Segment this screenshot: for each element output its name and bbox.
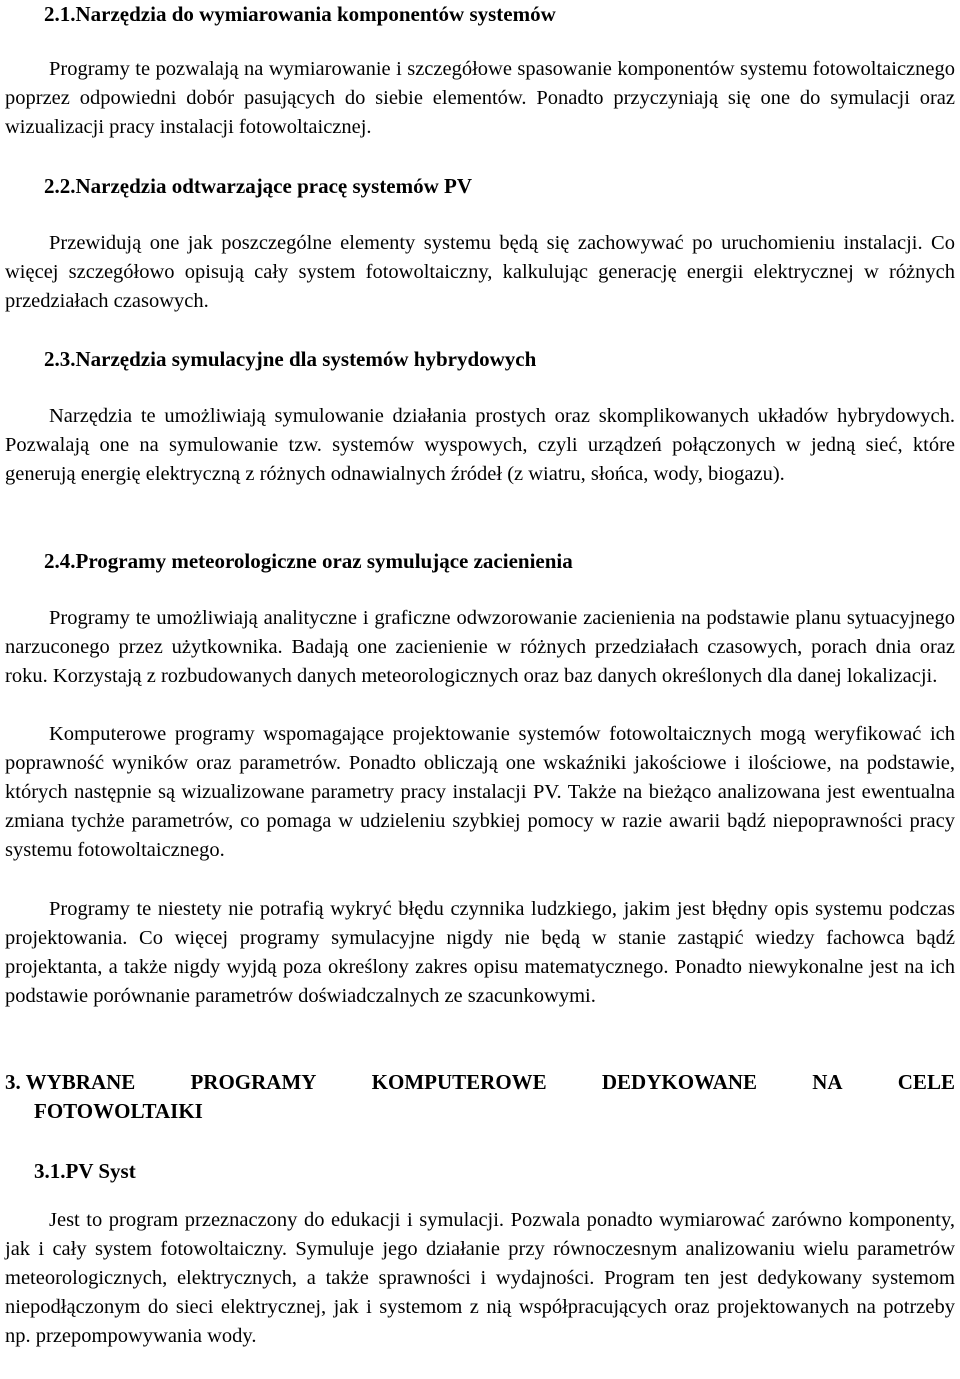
section-2-2-paragraph: Przewidują one jak poszczególne elementy systemu będą się zachowywać po uruchomieniu instalacji. Co więcej szczegółowo opisują cały system fotowoltaiczny, kalkulując generację energii elektrycznej w różnych przedziałach czasowych. <box>5 232 955 313</box>
chapter-3-word: KOMPUTEROWE <box>371 1070 547 1094</box>
section-2-3-paragraph: Narzędzia te umożliwiają symulowanie działania prostych oraz skomplikowanych układów hybrydowych. Pozwalają one na symulowanie tzw. systemów wyspowych, czyli urządzeń połączonych w jedną sieć, które generują energię elektryczną z różnych odnawialnych źródeł (z wiatru, słońca, wody, biogazu). <box>5 405 955 486</box>
chapter-3-word: PROGRAMY <box>190 1070 317 1094</box>
section-2-4-paragraph-2: Komputerowe programy wspomagające projektowanie systemów fotowoltaicznych mogą weryfikować ich poprawność wyników oraz parametrów. Ponadto obliczają one wskaźniki jakościowe i ilościowe, na podstawie, których następnie są wizualizowane parametry pracy instalacji PV. Także na bieżąco analizowana jest ewentualna zmiana tychże parametrów, co pomaga w udzieleniu szybkiej pomocy w razie awarii bądź niepoprawności pracy systemu fotowoltaicznego. <box>5 723 955 862</box>
chapter-3-heading-line-2: FOTOWOLTAIKI <box>34 1099 203 1123</box>
section-heading-2-1: 2.1.Narzędzia do wymiarowania komponentów systemów <box>44 2 556 26</box>
chapter-3-word: CELE <box>897 1070 955 1094</box>
section-2-4-paragraph-1: Programy te umożliwiają analityczne i graficzne odwzorowanie zacienienia na podstawie planu sytuacyjnego narzuconego przez użytkownika. Badają one zacienienie w różnych przedziałach czasowych, porach dnia oraz roku. Korzystają z rozbudowanych danych meteorologicznych oraz baz danych określonych dla danej lokalizacji. <box>5 607 955 688</box>
section-2-1-paragraph: Programy te pozwalają na wymiarowanie i szczegółowe spasowanie komponentów systemu fotowoltaicznego poprzez odpowiedni dobór pasujących do siebie elementów. Ponadto przyczyniają się one do symulacji oraz wizualizacji pracy instalacji fotowoltaicznej. <box>5 58 955 139</box>
section-heading-2-2: 2.2.Narzędzia odtwarzające pracę systemów PV <box>44 174 473 198</box>
section-2-4-paragraph-3: Programy te niestety nie potrafią wykryć błędu czynnika ludzkiego, jakim jest błędny opis systemu podczas projektowania. Co więcej programy symulacyjne nigdy nie będą w stanie zastąpić wiedzy fachowca bądź projektanta, a także nigdy wyjdą poza określony zakres opisu matematycznego. Ponadto niewykonalne jest na ich podstawie porównanie parametrów doświadczalnych ze szacunkowymi. <box>5 898 955 1008</box>
section-3-1-paragraph: Jest to program przeznaczony do edukacji i symulacji. Pozwala ponadto wymiarować zarówno komponenty, jak i cały system fotowoltaiczny. Symuluje jego działanie przy równoczesnym analizowaniu wielu parametrów meteorologicznych, elektrycznych, a także sprawności i wydajności. Program ten jest dedykowany systemom niepodłączonym do sieci elektrycznej, jak i systemom z nią współpracujących oraz projektowanych na potrzeby np. przepompowywania wody. <box>5 1209 955 1348</box>
section-heading-3-1: 3.1.PV Syst <box>34 1159 136 1183</box>
chapter-3-word: NA <box>812 1070 843 1094</box>
chapter-3-word: DEDYKOWANE <box>601 1070 758 1094</box>
chapter-3-heading-line-1 <box>5 1068 955 1097</box>
section-heading-2-4: 2.4.Programy meteorologiczne oraz symulujące zacienienia <box>44 549 573 573</box>
chapter-3-heading <box>5 1068 955 1126</box>
section-heading-2-3: 2.3.Narzędzia symulacyjne dla systemów hybrydowych <box>44 347 537 371</box>
chapter-3-word: 3. WYBRANE <box>5 1070 136 1094</box>
